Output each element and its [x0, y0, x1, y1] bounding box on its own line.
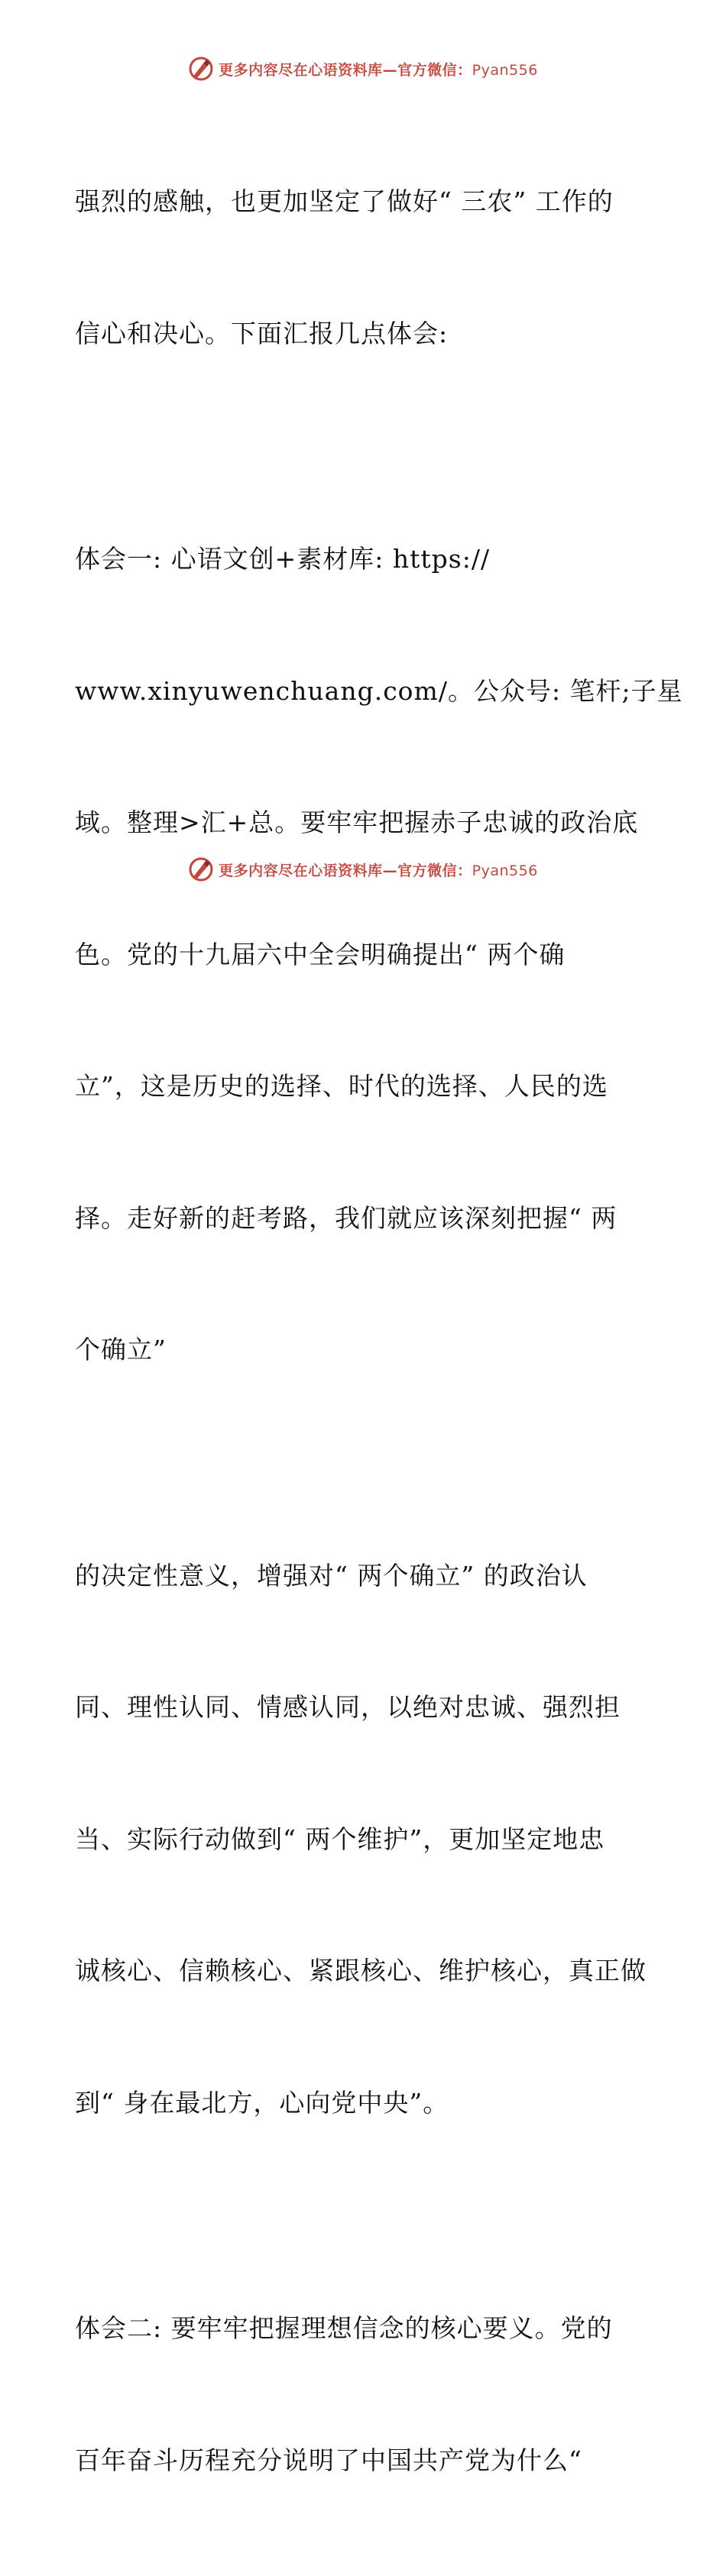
pen-logo-icon — [188, 856, 214, 882]
text-line: 体会一: 心语文创+素材库: https:// — [75, 544, 491, 574]
text-line: 同、理性认同、情感认同，以绝对忠诚、强烈担 — [75, 1692, 621, 1722]
watermark-text: 更多内容尽在心语资料库—官方微信：Pyan556 — [219, 61, 538, 79]
paragraph — [75, 449, 683, 1460]
text-line: 强烈的感触，也更加坚定了做好“ 三农” 工作的 — [75, 186, 614, 216]
text-line: 信心和决心。下面汇报几点体会: — [75, 318, 449, 348]
header-watermark — [0, 53, 726, 84]
text-line: 个确立” — [75, 1335, 167, 1364]
paragraph — [75, 2218, 656, 2570]
document-body — [75, 92, 683, 2576]
text-line: 立”，这是历史的选择、时代的选择、人民的选 — [75, 1071, 608, 1101]
text-line: 的决定性意义，增强对“ 两个确立” 的政治认 — [75, 1560, 588, 1591]
watermark-text: 更多内容尽在心语资料库—官方微信：Pyan556 — [219, 862, 538, 879]
text-line: 择。走好新的赶考路，我们就应该深刻把握“ 两 — [75, 1202, 617, 1233]
paragraph — [75, 1466, 656, 2213]
text-line: 到“ 身在最北方，心向党中央”。 — [75, 2087, 449, 2118]
pen-logo-icon — [188, 56, 214, 82]
text-line: www.xinyuwenchuang.com/。公众号: 笔杆;子星 — [75, 675, 683, 706]
paragraph — [75, 92, 656, 443]
text-line: 色。党的十九届六中全会明确提出“ 两个确 — [75, 939, 566, 969]
footer-watermark — [0, 854, 726, 885]
text-line: 百年奋斗历程充分说明了中国共产党为什么“ — [75, 2445, 582, 2475]
text-line: 当、实际行动做到“ 两个维护”，更加坚定地忠 — [75, 1824, 605, 1854]
text-line: 诚核心、信赖核心、紧跟核心、维护核心，真正做 — [75, 1956, 647, 1985]
text-line: 体会二: 要牢牢把握理想信念的核心要义。党的 — [75, 2313, 613, 2343]
text-line: 域。整理>汇+总。要牢牢把握赤子忠诚的政治底 — [75, 807, 639, 837]
